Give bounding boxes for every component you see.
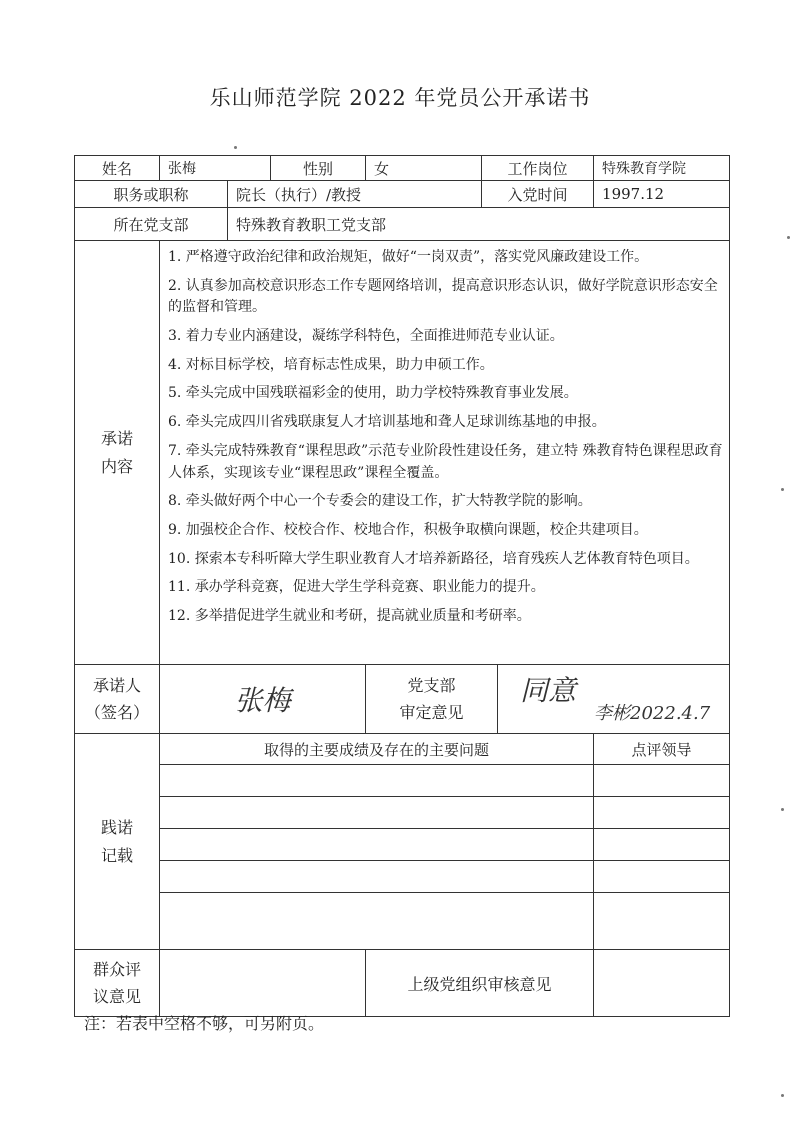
masses-opinion-label <box>75 950 160 1017</box>
name-value: 张梅 <box>160 156 271 181</box>
scan-speck <box>781 1094 784 1097</box>
commitment-items <box>160 241 730 665</box>
post-value: 特殊教育学院 <box>594 156 730 181</box>
commitment-label-line1: 承诺 <box>100 429 133 449</box>
page-title: 乐山师范学院 2022 年党员公开承诺书 <box>209 86 591 110</box>
practice-result-cell <box>160 861 594 893</box>
promiser-signature: 张梅 <box>234 684 291 717</box>
promiser-signature-cell <box>160 665 366 734</box>
scan-speck <box>787 236 790 239</box>
scan-speck <box>234 146 237 149</box>
branch-opinion-cell <box>498 665 730 734</box>
masses-opinion-label-line1: 群众评 <box>92 959 141 979</box>
branch-review-label-line2: 审定意见 <box>399 703 464 722</box>
superior-review-label: 上级党组织审核意见 <box>366 950 594 1017</box>
name-label: 姓名 <box>75 156 160 181</box>
commitment-item: 9. 加强校企合作、校校合作、校地合作，积极争取横向课题，校企共建项目。 <box>168 521 648 538</box>
practice-label-line1: 践诺 <box>100 818 133 838</box>
promiser-label-line1: 承诺人 <box>92 675 141 695</box>
practice-result-cell <box>160 893 594 950</box>
practice-result-cell <box>160 829 594 861</box>
duty-value: 院长（执行）/教授 <box>228 181 482 208</box>
practice-result-cell <box>160 765 594 797</box>
gender-value: 女 <box>366 156 482 181</box>
practice-row <box>75 893 730 950</box>
join-time-label: 入党时间 <box>482 181 594 208</box>
masses-opinion-value <box>160 950 366 1017</box>
commitment-item: 10. 探索本专科听障大学生职业教育人才培养新路径，培育残疾人艺体教育特色项目。 <box>168 550 699 567</box>
practice-comment-cell <box>594 797 730 829</box>
post-label: 工作岗位 <box>482 156 594 181</box>
comment-column-header: 点评领导 <box>594 734 730 765</box>
scan-speck <box>781 488 784 491</box>
practice-comment-cell <box>594 829 730 861</box>
commitment-item: 5. 牵头完成中国残联福彩金的使用，助力学校特殊教育事业发展。 <box>168 385 578 402</box>
commitment-label <box>75 241 160 665</box>
scan-speck <box>781 808 784 811</box>
practice-label <box>75 734 160 950</box>
masses-opinion-label-line2: 议意见 <box>92 987 141 1006</box>
commitment-row <box>75 241 730 665</box>
branch-opinion-handwritten: 同意 <box>520 674 577 707</box>
branch-value: 特殊教育教职工党支部 <box>228 208 730 241</box>
branch-review-label-line1: 党支部 <box>407 675 456 695</box>
duty-label: 职务或职称 <box>75 181 228 208</box>
commitment-item: 1. 严格遵守政治纪律和政治规矩，做好“一岗双责”，落实党风廉政建设工作。 <box>168 249 649 265</box>
branch-review-label <box>366 665 498 734</box>
practice-row <box>75 861 730 893</box>
practice-label-line2: 记载 <box>100 845 133 865</box>
practice-row <box>75 797 730 829</box>
practice-row <box>75 829 730 861</box>
results-column-header: 取得的主要成绩及存在的主要问题 <box>160 734 594 765</box>
promiser-label <box>75 665 160 734</box>
commitment-label-line2: 内容 <box>100 456 133 476</box>
commitment-item: 3. 着力专业内涵建设，凝练学科特色，全面推进师范专业认证。 <box>168 328 564 345</box>
practice-header-row <box>75 734 730 765</box>
info-row-3 <box>75 208 730 241</box>
commitment-item: 6. 牵头完成四川省残联康复人才培训基地和聋人足球训练基地的申报。 <box>168 414 606 431</box>
practice-row <box>75 765 730 797</box>
commitment-item: 7. 牵头完成特殊教育“课程思政”示范专业阶段性建设任务，建立特 殊教育特色课程思政育人体系，实现该专业“课程思政”课程全覆盖。 <box>168 442 723 481</box>
practice-comment-cell <box>594 861 730 893</box>
footnote: 注：若表中空格不够，可另附页。 <box>84 1014 325 1033</box>
branch-label: 所在党支部 <box>75 208 228 241</box>
feedback-row <box>75 950 730 1017</box>
reviewer-signature-date: 李彬2022.4.7 <box>594 703 711 724</box>
info-row-2 <box>75 181 730 208</box>
signature-row <box>75 665 730 734</box>
superior-review-value <box>594 950 730 1017</box>
join-time-value: 1997.12 <box>594 181 730 208</box>
commitment-item: 12. 多举措促进学生就业和考研，提高就业质量和考研率。 <box>168 607 531 624</box>
practice-comment-cell <box>594 893 730 950</box>
practice-comment-cell <box>594 765 730 797</box>
commitment-item: 11. 承办学科竞赛，促进大学生学科竞赛、职业能力的提升。 <box>168 579 545 596</box>
promiser-label-line2: （签名） <box>84 703 149 722</box>
commitment-item: 4. 对标目标学校，培育标志性成果，助力申硕工作。 <box>168 356 494 373</box>
commitment-item: 8. 牵头做好两个中心一个专委会的建设工作，扩大特教学院的影响。 <box>168 493 592 510</box>
commitment-form <box>74 155 730 1017</box>
gender-label: 性别 <box>271 156 366 181</box>
info-row-1 <box>75 156 730 181</box>
practice-result-cell <box>160 797 594 829</box>
commitment-item: 2. 认真参加高校意识形态工作专题网络培训，提高意识形态认识，做好学院意识形态安全的监督和管理。 <box>168 277 718 316</box>
